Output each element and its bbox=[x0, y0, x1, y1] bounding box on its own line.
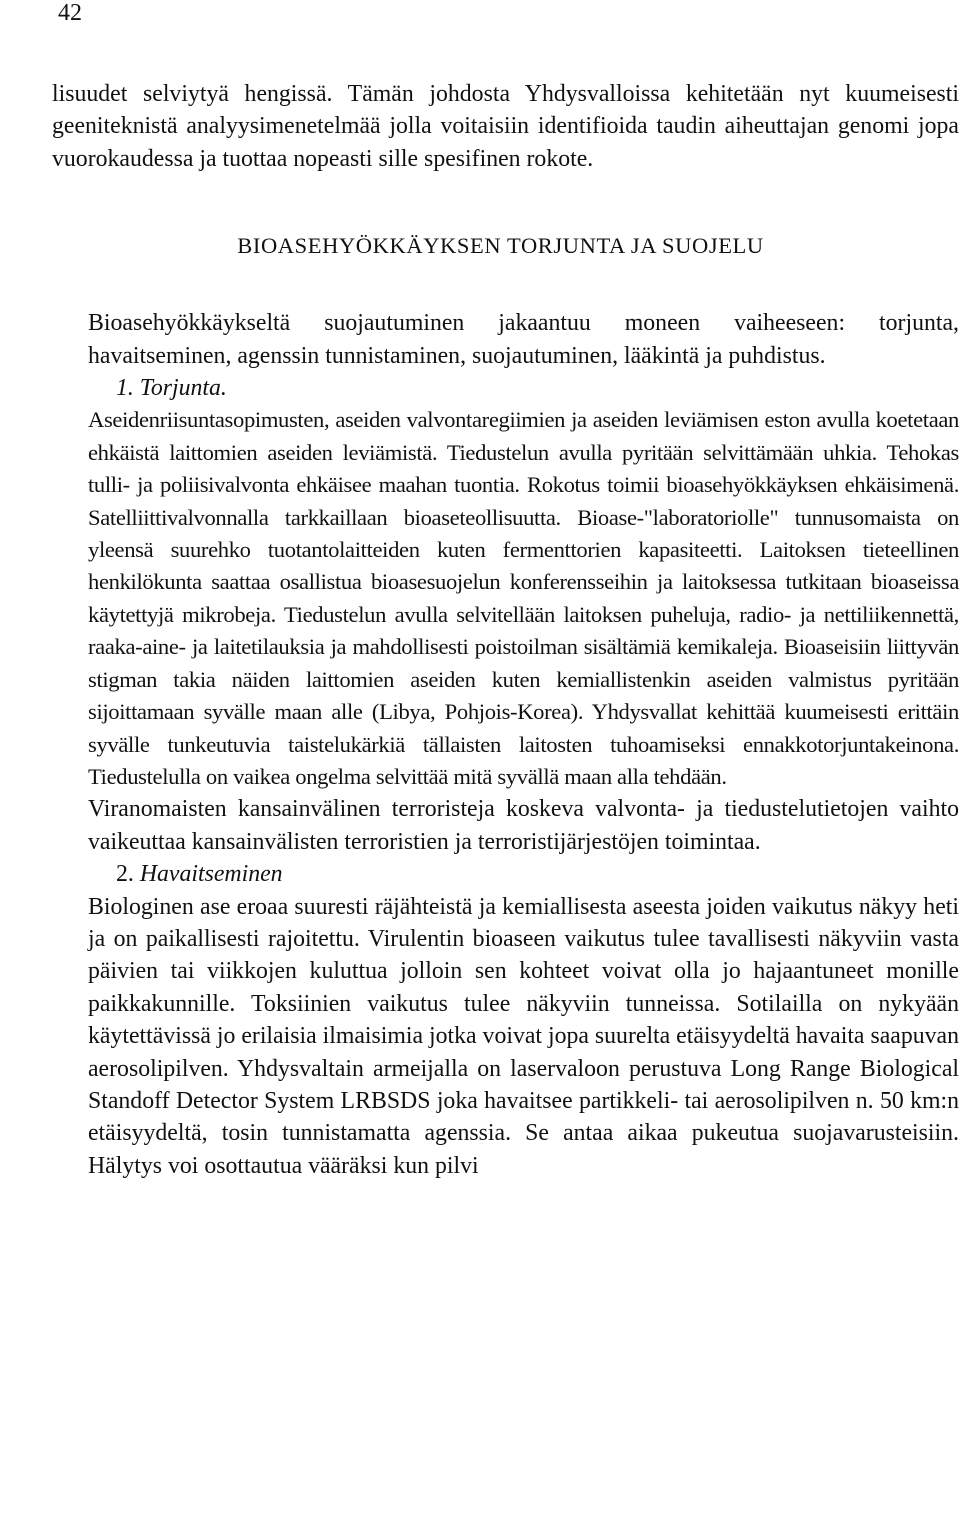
subheading-torjunta: 1. Torjunta. bbox=[116, 375, 227, 402]
paragraph-intro: lisuudet selviytyä hengissä. Tämän johdosta Yhdysvalloissa kehitetään nyt kuumeisesti geeniteknistä analyysimenetelmää jolla voitaisiin identifioida taudin aiheuttajan genomi jopa vuorokaudessa ja tuottaa nopeasti sille spesifinen rokote. bbox=[52, 81, 959, 172]
paragraph-overview: Bioasehyökkäykseltä suojautuminen jakaantuu moneen vaiheeseen: torjunta, havaitseminen, agenssin tunnistaminen, suojautuminen, lääkintä ja puhdistus. bbox=[88, 310, 959, 369]
paragraph-havaitseminen: Biologinen ase eroaa suuresti räjähteistä ja kemiallisesta aseesta joiden vaikutus näkyy heti ja on paikallisesti rajoitettu. Virulentin bioaseen vaikutus tulee tavallisesti näkyviin vasta päivien tai viikkojen kuluttua jolloin sen kohteet voivat olla jo hajaantuneet monille paikkakunnille. Toksiinien vaikutus tulee näkyviin tunneissa. Sotilailla on nykyään käytettävissä jo erilaisia ilmaisimia jotka voivat jopa suurelta etäisyydeltä havaita saapuvan aerosolipilven. Yhdysvaltain armeijalla on laservaloon perustuva Long Range Biological Standoff Detector System LRBSDS joka havaitsee partikkeli- tai aerosolipilven n. 50 km:n etäisyydeltä, tosin tunnistamatta agenssia. Se antaa aikaa pukeutua suojavarusteisiin. Hälytys voi osottautua vääräksi kun pilvi bbox=[88, 893, 959, 1179]
page-number: 42 bbox=[58, 0, 82, 26]
subheading-title: Havaitseminen bbox=[139, 861, 283, 888]
paragraph-terrorism-intel: Viranomaisten kansainvälinen terroristeja koskeva valvonta- ja tiedustelutietojen vaihto vaikeuttaa kansainvälisten terroristien ja terroristijärjestöjen toimintaa. bbox=[88, 796, 959, 855]
paragraph-torjunta: Aseidenriisuntasopimusten, aseiden valvontaregiimien ja aseiden leviämisen eston avulla koetetaan ehkäistä laittomien aseiden leviämistä. Tiedustelun avulla pyritään selvittämään uhkia. Tehokas tulli- ja poliisivalvonta ehkäisee maahan tuontia. Rokotus toimii bioasehyökkäyksen ehkäisimenä. Satelliittivalvonnalla tarkkaillaan bioaseteollisuutta. Bioase-"laboratoriolle" tunnusomaista on yleensä suurehko tuotantolaitteiden kuten fermenttorien kapasiteetti. Laitoksen tieteellinen henkilökunta saattaa osallistua bioasesuojelun konferensseihin ja laitoksessa tutkitaan bioaseissa käytettyjä mikrobeja. Tiedustelun avulla selvitellään laitoksen puheluja, radio- ja nettiliikennettä, raaka-aine- ja laitetilauksia ja mahdollisesti poistoilman sisältämiä kemikaleja. Bioaseisiin liittyvän stigman takia näiden laittomien aseiden kuten kemiallistenkin aseiden valmistus pyritään sijoittamaan syvälle maan alle (Libya, Pohjois-Korea). Yhdysvallat kehittää kuumeisesti erittäin syvälle tunkeutuvia taistelukärkiä tällaisten laitosten tuhoamiseksi ennakkotorjuntakeinona. Tiedustelulla on vaikea ongelma selvittää mitä syvällä maan alla tehdään. bbox=[88, 407, 959, 789]
section-heading: BIOASEHYÖKKÄYKSEN TORJUNTA JA SUOJELU bbox=[237, 233, 764, 259]
subheading-number: 2. bbox=[116, 861, 134, 888]
document-body bbox=[52, 78, 959, 1182]
subheading-havaitseminen bbox=[88, 858, 959, 890]
section-body bbox=[52, 307, 959, 1182]
